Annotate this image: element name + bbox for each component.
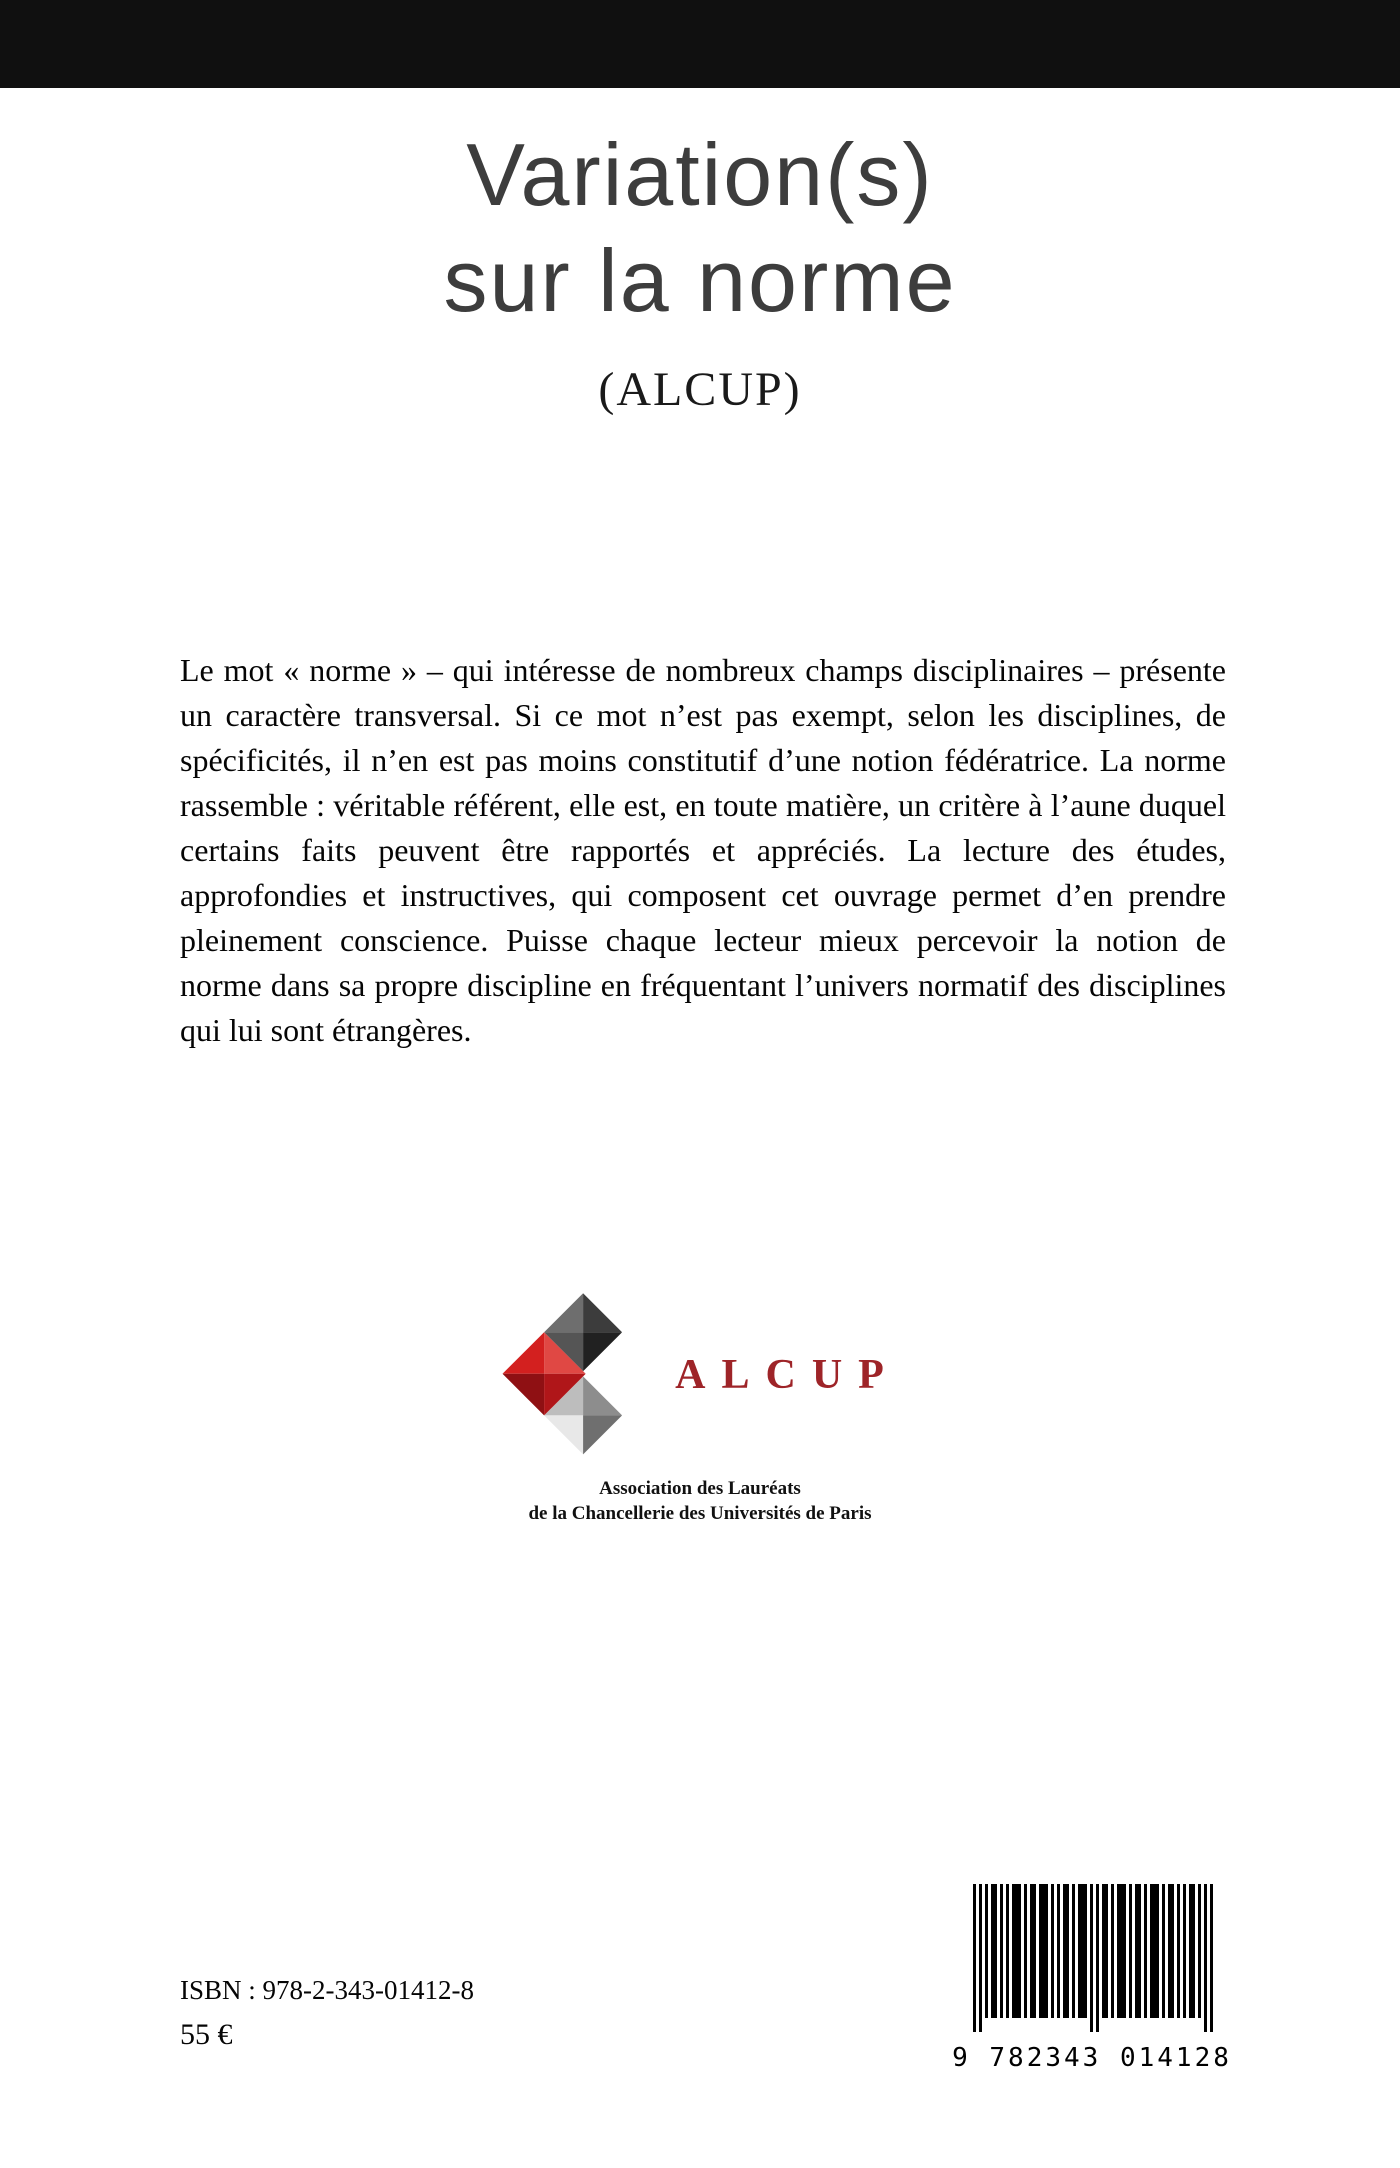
isbn-price-block bbox=[180, 1972, 474, 2052]
book-title-line-1: Variation(s) bbox=[466, 125, 934, 224]
top-black-band bbox=[0, 0, 1400, 88]
price-text: 55 € bbox=[180, 2018, 233, 2051]
alcup-diamond-logo-icon bbox=[500, 1288, 635, 1462]
book-title-line-2: sur la norme bbox=[443, 231, 957, 330]
publisher-logo-block bbox=[0, 1288, 1400, 1526]
logo-row bbox=[500, 1288, 900, 1462]
publisher-association-text bbox=[528, 1476, 871, 1526]
logo-wordmark: ALCUP bbox=[675, 1352, 900, 1398]
barcode-digits: 9 782343 014128 bbox=[952, 2043, 1232, 2073]
isbn-text: ISBN : 978-2-343-01412-8 bbox=[180, 1975, 474, 2005]
barcode-block bbox=[952, 1884, 1232, 2073]
title-block bbox=[0, 122, 1400, 417]
association-line-2: de la Chancellerie des Universités de Paris bbox=[528, 1503, 872, 1524]
ean13-barcode-icon bbox=[967, 1884, 1217, 2039]
book-subtitle: (ALCUP) bbox=[598, 363, 802, 416]
association-line-1: Association des Lauréats bbox=[599, 1478, 801, 1499]
back-cover-blurb: Le mot « norme » – qui intéresse de nombreux champs disciplinaires – présente un caractère transversal. Si ce mot n’est pas exempt, selon les disciplines, de spécificités, il n’en est pas moins constitutif d’une notion fédératrice. La norme rassemble : véritable référent, elle est, en toute matière, un critère à l’aune duquel certains faits peuvent être rapportés et appréciés. La lecture des études, approfondies et instructives, qui composent cet ouvrage permet d’en prendre pleinement conscience. Puisse chaque lecteur mieux percevoir la notion de norme dans sa propre discipline en fréquentant l’univers normatif des disciplines qui lui sont étrangères. bbox=[180, 652, 1226, 1048]
